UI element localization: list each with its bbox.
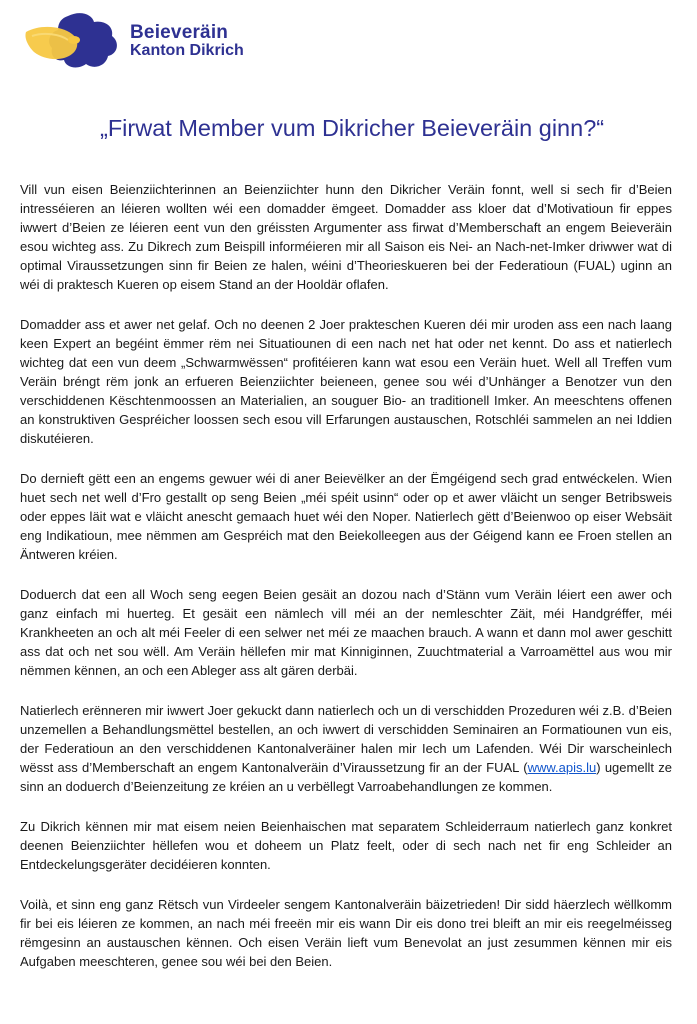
paragraph-3: Do dernieft gëtt een an engems gewuer wéi di aner Beievëlker an der Ëmgéigend sech grad entwéckelen. Wien huet sech net well d’Fro gestallt op seng Beien „méi spéit usinn“ oder op et awer vläicht un senger Betribsweis oder eppes läit wat e vläicht anescht gemaach huet wéi den Noper. Natierlech gëtt d’Beienwoo op eiser Websäit eng Indikatioun, mee nëmmen am Gespréich mat den Beiekolleegen aus der Géigend kann ee Froen stellen an Äntweren kréien.: [20, 471, 672, 562]
paragraph-1: Vill vun eisen Beienziichterinnen an Beienziichter hunn den Dikricher Veräin fonnt, well si sech fir d’Beien intresséieren an léieren wollten wéi een domadder ëmgeet. Domadder ass kloer dat d’Motivatioun fir eppes iwwert d’Beien ze léieren eent vun den gréissten Argumenter ass firwat d’Memberschaft an engem Beieveräin esou wichteg ass. Zu Dikrech zum Beispill informéieren mir all Saison eis Nei- an Nach-net-Imker driwwer wat di optimal Viraussetzungen sinn fir Beien ze halen, wéini d’Theorieskueren bei der Federatioun (FUAL) uginn an wéi di praktesch Kueren op eisem Stand an der Hooldär oflafen.: [20, 182, 672, 292]
paragraph-7: Voilà, et sinn eng ganz Rëtsch vun Virdeeler sengem Kantonalveräin bäizetrieden! Dir sidd häerzlech wëllkomm fir bei eis léieren ze kommen, an nach méi freeën mir eis wann Dir eis dono trei bleift an mir eis reegelméisseg rëmgesinn an austauschen kënnen. Och eisen Veräin lieft vum Benevolat an just zesummen kënnen mir eis Aufgaben meeschteren, genee sou wéi bei den Beien.: [20, 897, 672, 969]
apis-link[interactable]: www.apis.lu: [527, 760, 597, 775]
paragraph-5-text-before: Natierlech erënneren mir iwwert Joer gekuckt dann natierlech och un di verschidden Prozeduren wéi z.B. d’Beien unzemellen a Behandlungsmëttel bestellen, an och iwwert di verschidden Seminairen an Formatiounen vun eis, der Federatioun an den verschiddenen Kantonalveräiner halen mir Iech um Lafenden. Wéi Dir warscheinlech wësst ass d’Memberschaft an engem Kantonalveräin d’Viraussetzung fir an der FUAL (: [20, 703, 672, 775]
paragraph-5: [20, 701, 672, 796]
paragraph-4: Doduerch dat een all Woch seng eegen Beien gesäit an dozou nach d’Stänn vum Veräin léiert een awer och ganz einfach mi huerteg. Et gesäit een nämlech vill méi an der nemleschter Zäit, méi Handgréffer, méi Krankheeten an och alt méi Feeler di een selwer net méi ze maachen brauch. A wann et dann mol awer geschitt ass dat och net sou wëll. Am Veräin hëllefen mir mat Kinniginnen, Zuuchtmaterial a Varroamëttel aus wou mir nëmmen kënnen, an och een Ableger ass alt gären derbäi.: [20, 587, 672, 678]
bee-flower-logo-icon: [22, 10, 122, 72]
logo-name: Beieveräin: [130, 22, 229, 43]
logo-text: [130, 24, 244, 60]
logo: [22, 10, 262, 72]
paragraph-2: Domadder ass et awer net gelaf. Och no deenen 2 Joer prakteschen Kueren déi mir uroden ass een nach laang keen Expert an begéint ëmmer rëm nei Situatiounen di een nach net hat oder net kennt. Do ass et natierlech wichteg dat een vun deem „Schwarmwëssen“ profitéieren kann wat esou een Veräin huet. Well all Treffen vum Veräin bréngt rëm jonk an erfueren Beienziichter beieneen, genee sou wéi d’Unhänger a Benotzer vun den verschiddenen Këschtenmoossen an Materialien, an souguer Bio- an traditionell Imker. An meeschtens offenen an konstruktiven Gespréicher loossen sech esou vill Erfarungen austauschen, Rotschléi sammelen an nei Iddien diskutéieren.: [20, 317, 672, 446]
paragraph-6: Zu Dikrich kënnen mir mat eisem neien Beienhaischen mat separatem Schleiderraum natierlech ganz konkret deenen Beienziichter hëllefen wou et doheem un Platz feelt, oder di sech nach net fir eng Schleider an Entdeckelungsgeräter decidéieren konnten.: [20, 819, 672, 872]
article-body: [20, 180, 672, 992]
logo-subtitle: Kanton Dikrich: [130, 42, 244, 59]
paragraph-5-text-after: ) ugemellt ze sinn an doduerch d’Beienzeitung ze kréien an u verbëllegt Varroabehandlungen ze kommen.: [20, 760, 672, 794]
page-title: „Firwat Member vum Dikricher Beieveräin ginn?“: [100, 115, 605, 141]
